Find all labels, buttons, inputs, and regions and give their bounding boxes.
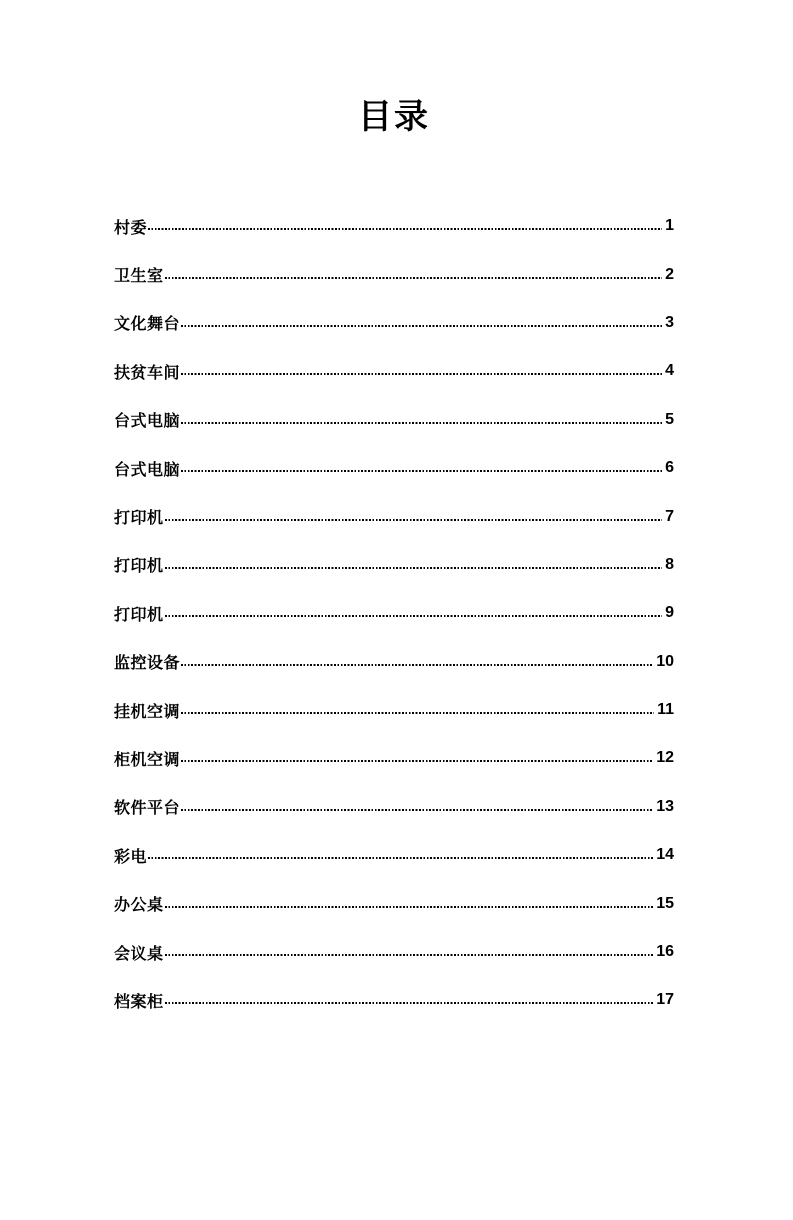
dot-leader bbox=[181, 470, 662, 472]
toc-entry[interactable] bbox=[114, 831, 674, 879]
toc-entry-label: 彩电 bbox=[114, 848, 148, 866]
toc-entry[interactable] bbox=[114, 492, 674, 540]
toc-entry-page: 6 bbox=[665, 459, 674, 477]
toc-entry-label: 扶贫车间 bbox=[114, 364, 181, 382]
toc-entry-page: 4 bbox=[665, 362, 674, 380]
dot-leader bbox=[165, 519, 663, 521]
dot-leader bbox=[165, 1002, 654, 1004]
toc-entry-label: 挂机空调 bbox=[114, 703, 181, 721]
toc-entry-label: 办公桌 bbox=[114, 897, 164, 915]
toc-entry-label: 卫生室 bbox=[114, 268, 164, 286]
dot-leader bbox=[165, 615, 663, 617]
dot-leader bbox=[181, 712, 654, 714]
toc-entry[interactable] bbox=[114, 250, 674, 298]
toc-entry[interactable] bbox=[114, 202, 674, 250]
toc-entry[interactable] bbox=[114, 444, 674, 492]
toc-entry[interactable] bbox=[114, 638, 674, 686]
toc-entry[interactable] bbox=[114, 783, 674, 831]
toc-entry-page: 9 bbox=[665, 604, 674, 622]
toc-entry-label: 打印机 bbox=[114, 510, 164, 528]
toc-entry-page: 1 bbox=[665, 217, 674, 235]
toc-entry-page: 15 bbox=[656, 894, 674, 912]
toc-entry[interactable] bbox=[114, 347, 674, 395]
page-title: 目录 bbox=[358, 98, 430, 136]
toc-entry[interactable] bbox=[114, 976, 674, 1024]
toc-entry-page: 11 bbox=[657, 701, 674, 719]
toc-entry-label: 软件平台 bbox=[114, 800, 181, 818]
toc-entry-page: 12 bbox=[656, 749, 674, 767]
dot-leader bbox=[181, 373, 662, 375]
toc-entry-label: 柜机空调 bbox=[114, 751, 181, 769]
toc-entry-page: 7 bbox=[665, 507, 674, 525]
toc-entry-page: 5 bbox=[665, 410, 674, 428]
toc-entry[interactable] bbox=[114, 686, 674, 734]
toc-entry-label: 文化舞台 bbox=[114, 316, 181, 334]
dot-leader bbox=[165, 277, 663, 279]
toc-entry-label: 村委 bbox=[114, 219, 148, 237]
toc-entry-page: 16 bbox=[656, 943, 674, 961]
toc-entry-label: 档案柜 bbox=[114, 993, 164, 1011]
toc-entry-label: 打印机 bbox=[114, 606, 164, 624]
toc-entry-label: 监控设备 bbox=[114, 655, 181, 673]
toc-entry-label: 台式电脑 bbox=[114, 461, 181, 479]
toc-entry[interactable] bbox=[114, 589, 674, 637]
dot-leader bbox=[165, 567, 663, 569]
toc-entry-label: 会议桌 bbox=[114, 945, 164, 963]
dot-leader bbox=[181, 809, 653, 811]
toc-entry-page: 3 bbox=[665, 313, 674, 331]
toc-entry-page: 8 bbox=[665, 555, 674, 573]
document-page bbox=[0, 98, 793, 1220]
toc-entry-page: 2 bbox=[665, 265, 674, 283]
dot-leader bbox=[148, 857, 653, 859]
toc-entry-page: 10 bbox=[656, 652, 674, 670]
toc-entry[interactable] bbox=[114, 541, 674, 589]
dot-leader bbox=[181, 760, 653, 762]
dot-leader bbox=[181, 422, 662, 424]
toc-entry[interactable] bbox=[114, 734, 674, 782]
toc-entry[interactable] bbox=[114, 879, 674, 927]
dot-leader bbox=[181, 664, 653, 666]
dot-leader bbox=[165, 954, 654, 956]
toc-entry[interactable] bbox=[114, 396, 674, 444]
dot-leader bbox=[148, 228, 662, 230]
dot-leader bbox=[165, 906, 654, 908]
toc-entry-label: 台式电脑 bbox=[114, 413, 181, 431]
dot-leader bbox=[181, 325, 662, 327]
toc-list bbox=[114, 202, 674, 1025]
toc-entry[interactable] bbox=[114, 928, 674, 976]
toc-entry[interactable] bbox=[114, 299, 674, 347]
toc-entry-page: 14 bbox=[656, 846, 674, 864]
toc-entry-page: 17 bbox=[656, 991, 674, 1009]
toc-entry-label: 打印机 bbox=[114, 558, 164, 576]
toc-entry-page: 13 bbox=[656, 797, 674, 815]
